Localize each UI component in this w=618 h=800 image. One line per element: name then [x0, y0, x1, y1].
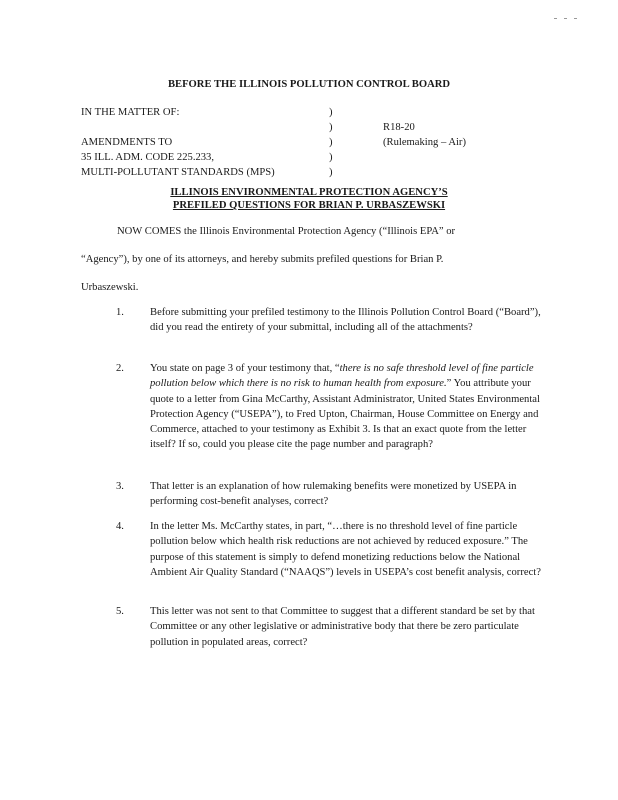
caption-line-1: IN THE MATTER OF:: [81, 107, 180, 118]
question-text: [150, 361, 542, 453]
question-text-pre: You state on page 3 of your testimony that, “: [150, 363, 340, 374]
intro-line-2: “Agency”), by one of its attorneys, and hereby submits prefiled questions for Brian P.: [81, 254, 444, 265]
scan-mark: [554, 6, 594, 8]
caption-line-4: 35 ILL. ADM. CODE 225.233,: [81, 152, 215, 163]
question-number: 2.: [116, 363, 124, 374]
question-text: In the letter Ms. McCarthy states, in part, “…there is no threshold level of fine particle pollution below which health risk reductions are not achieved by reduced exposure.” The purpose of this statement is simply to defend monetizing reductions below the National Ambient Air Quality Standard (“NAAQS”) levels in USEPA’s cost benefit analysis, correct?: [150, 521, 541, 578]
quoted-testimony: there is no safe threshold level of fine particle pollution below which there is no risk to human health from exposure.: [150, 363, 534, 390]
docket-number: R18-20: [383, 122, 415, 133]
intro-line-3: Urbaszewski.: [81, 282, 139, 293]
caption-paren: ): [329, 107, 333, 118]
question-number: 5.: [116, 606, 124, 617]
caption-paren: ): [329, 152, 333, 163]
question-text: This letter was not sent to that Committee to suggest that a different standard be set by that Committee or any other legislative or administrative body that there be zero particulate pollution in populated areas, correct?: [150, 606, 535, 648]
question-number: 3.: [116, 481, 124, 492]
docket-type: (Rulemaking – Air): [383, 137, 466, 148]
intro-line-1: NOW COMES the Illinois Environmental Protection Agency (“Illinois EPA” or: [117, 226, 456, 237]
question-number: 4.: [116, 521, 124, 532]
caption-paren: ): [329, 167, 333, 178]
board-title: BEFORE THE ILLINOIS POLLUTION CONTROL BOARD: [167, 79, 451, 90]
question-text: Before submitting your prefiled testimony to the Illinois Pollution Control Board (“Board”), did you read the entirety of your submittal, including all of the attachments?: [150, 307, 541, 334]
caption-paren: ): [329, 137, 333, 148]
document-title-line-1: ILLINOIS ENVIRONMENTAL PROTECTION AGENCY’S: [170, 187, 448, 198]
caption-paren: ): [329, 122, 333, 133]
caption-line-5: MULTI-POLLUTANT STANDARDS (MPS): [81, 167, 275, 178]
caption-line-3: AMENDMENTS TO: [81, 137, 173, 148]
question-text: That letter is an explanation of how rulemaking benefits were monetized by USEPA in performing cost-benefit analyses, correct?: [150, 481, 517, 508]
document-title-line-2: PREFILED QUESTIONS FOR BRIAN P. URBASZEWSKI: [172, 200, 446, 211]
question-number: 1.: [116, 307, 124, 318]
question-text-post: ” You attribute your quote to a letter from Gina McCarthy, Assistant Administrator, United States Environmental Protection Agency (“USEPA”), to Fred Upton, Chairman, House Committee on Energy and Commerce, attached to your testimony as Exhibit 3. Is that an exact quote from the letter itself? If so, could you please cite the page number and paragraph?: [150, 378, 540, 451]
